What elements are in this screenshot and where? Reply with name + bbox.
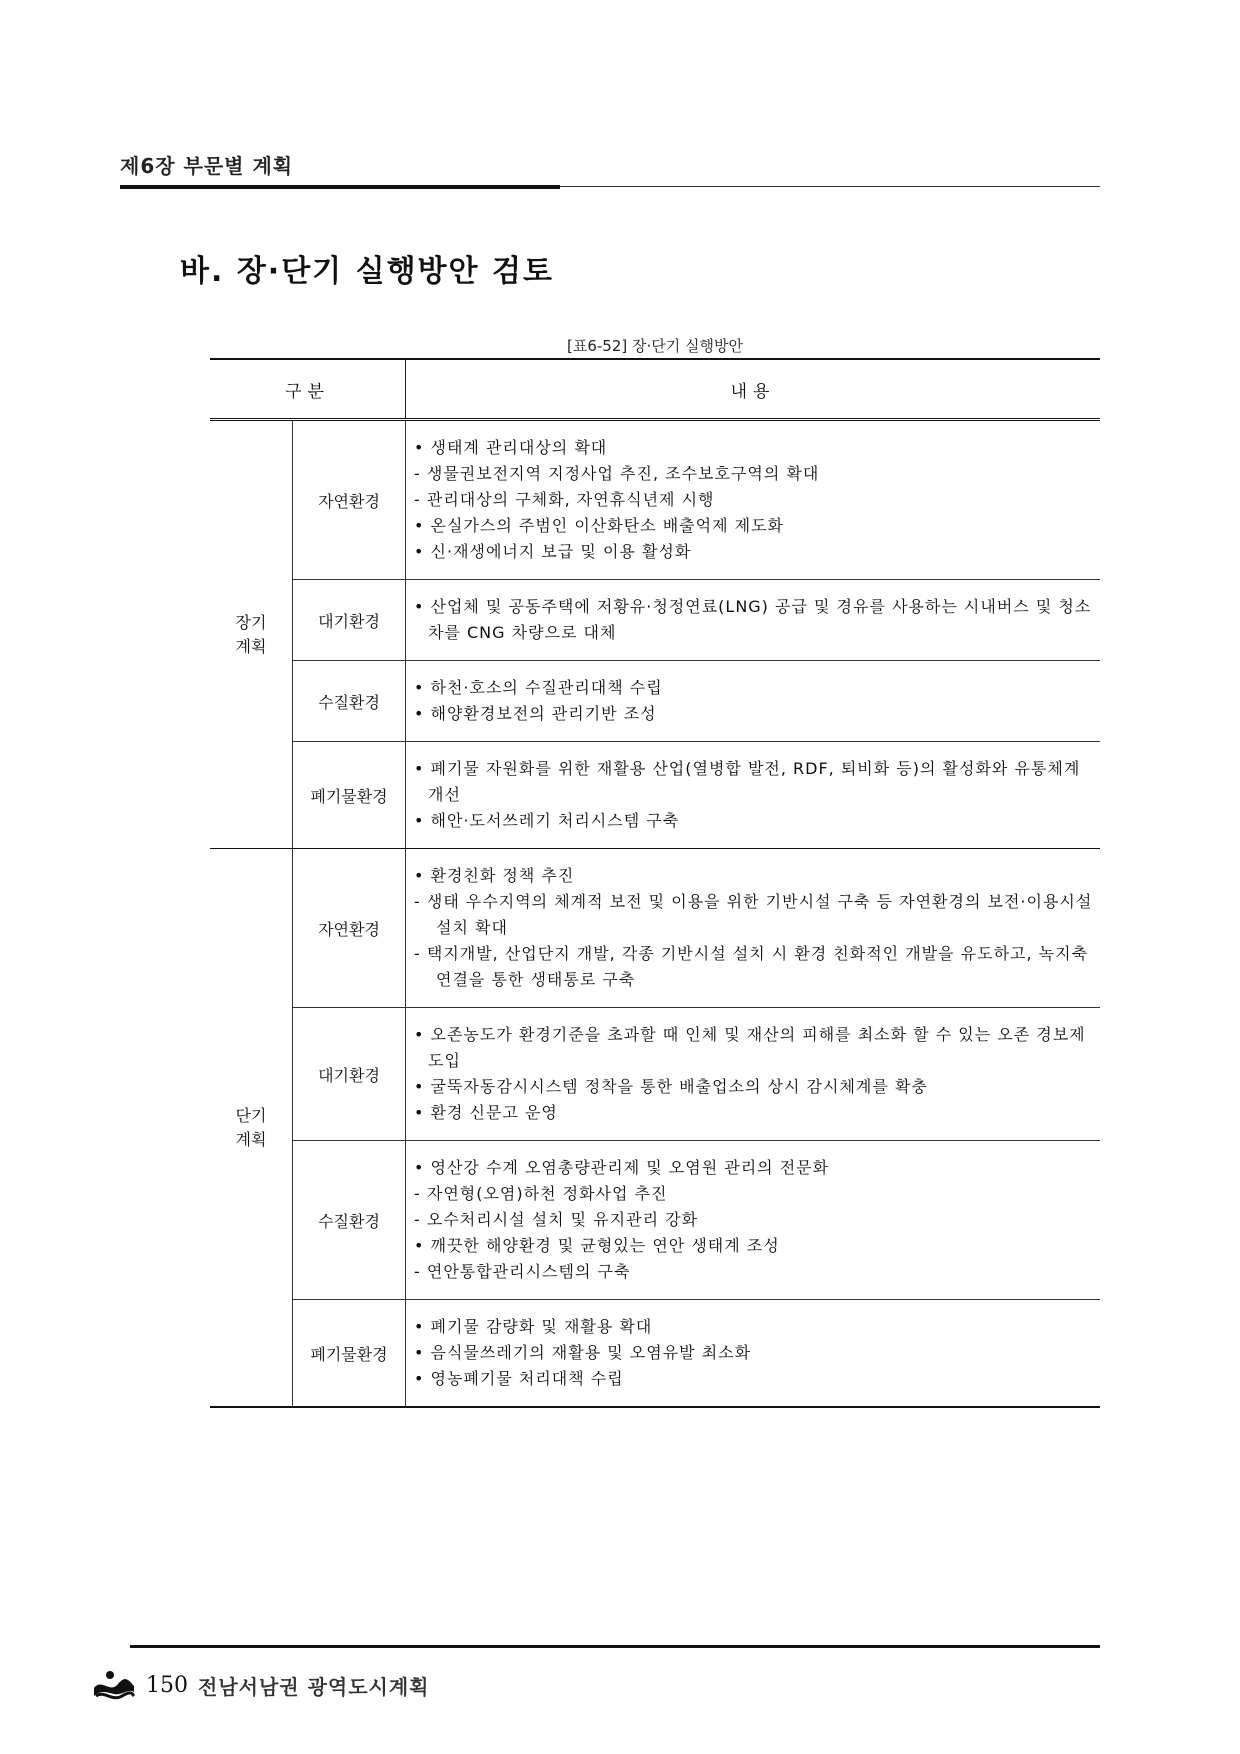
table-row <box>210 849 1100 1008</box>
group-label-line: 계획 <box>235 1129 267 1149</box>
content-cell <box>406 580 1101 661</box>
plan-table <box>210 358 1100 1408</box>
bullet-item: • 오존농도가 환경기준을 초과할 때 인체 및 재산의 피해를 최소화 할 수 있는 오존 경보제 도입 <box>414 1025 1086 1070</box>
table-row <box>210 420 1100 580</box>
sub-item: - 생물권보전지역 지정사업 추진, 조수보호구역의 확대 <box>414 464 820 483</box>
bullet-item: • 폐기물 감량화 및 재활용 확대 <box>414 1317 653 1336</box>
bullet-item: • 온실가스의 주범인 이산화탄소 배출억제 제도화 <box>414 516 784 535</box>
sub-item: - 생태 우수지역의 체계적 보전 및 이용을 위한 기반시설 구축 등 자연환경의 보전·이용시설 설치 확대 <box>414 892 1093 937</box>
sub-item: - 오수처리시설 설치 및 유지관리 강화 <box>414 1210 699 1229</box>
content-cell <box>406 420 1101 580</box>
category-cell: 대기환경 <box>293 580 406 661</box>
table-row <box>210 1300 1100 1408</box>
table-row <box>210 661 1100 742</box>
page-number: 150 <box>146 1672 188 1698</box>
bullet-item: • 영산강 수계 오염총량관리제 및 오염원 관리의 전문화 <box>414 1158 830 1177</box>
section-title: 바. 장·단기 실행방안 검토 <box>180 254 554 289</box>
table-row <box>210 1141 1100 1300</box>
table-row <box>210 580 1100 661</box>
bullet-item: • 하천·호소의 수질관리대책 수립 <box>414 678 663 697</box>
bullet-item: • 해양환경보전의 관리기반 조성 <box>414 704 657 723</box>
category-cell: 자연환경 <box>293 420 406 580</box>
sub-item: - 관리대상의 구체화, 자연휴식년제 시행 <box>414 490 715 509</box>
header-rule <box>120 185 560 189</box>
group-label-line: 장기 <box>235 612 267 632</box>
column-header-content: 내용 <box>406 359 1101 420</box>
table-row <box>210 1008 1100 1141</box>
header-rule-thin <box>560 186 1100 187</box>
page-footer <box>92 1668 429 1702</box>
group-label <box>210 849 293 1408</box>
category-cell: 폐기물환경 <box>293 1300 406 1408</box>
bullet-item: • 폐기물 자원화를 위한 재활용 산업(열병합 발전, RDF, 퇴비화 등)의 활성화와 유통체계 개선 <box>414 759 1081 804</box>
category-cell: 수질환경 <box>293 661 406 742</box>
column-header-category: 구분 <box>210 359 406 420</box>
table-row <box>210 742 1100 849</box>
bullet-item: • 환경친화 정책 추진 <box>414 866 575 885</box>
group-label-line: 계획 <box>235 636 267 656</box>
bullet-item: • 음식물쓰레기의 재활용 및 오염유발 최소화 <box>414 1343 752 1362</box>
table-caption: [표6-52] 장·단기 실행방안 <box>567 337 743 355</box>
content-cell <box>406 742 1101 849</box>
bullet-item: • 깨끗한 해양환경 및 균형있는 연안 생태계 조성 <box>414 1236 780 1255</box>
content-cell <box>406 661 1101 742</box>
category-cell: 폐기물환경 <box>293 742 406 849</box>
sub-item: - 연안통합관리시스템의 구축 <box>414 1262 631 1281</box>
table-body <box>210 420 1100 1408</box>
sub-item: - 자연형(오염)하천 정화사업 추진 <box>414 1184 668 1203</box>
bullet-item: • 해안·도서쓰레기 처리시스템 구축 <box>414 811 680 830</box>
table-header-row <box>210 359 1100 420</box>
content-cell <box>406 1008 1101 1141</box>
bullet-item: • 환경 신문고 운영 <box>414 1103 558 1122</box>
content-cell <box>406 1300 1101 1408</box>
bullet-item: • 영농폐기물 처리대책 수립 <box>414 1369 624 1388</box>
content-cell <box>406 849 1101 1008</box>
wave-logo-icon <box>92 1668 136 1702</box>
group-label-line: 단기 <box>235 1105 267 1125</box>
bullet-item: • 생태계 관리대상의 확대 <box>414 438 608 457</box>
bullet-item: • 굴뚝자동감시시스템 정착을 통한 배출업소의 상시 감시체계를 확충 <box>414 1077 928 1096</box>
bullet-item: • 산업체 및 공동주택에 저황유·청정연료(LNG) 공급 및 경유를 사용하는 시내버스 및 청소차를 CNG 차량으로 대체 <box>414 597 1092 642</box>
category-cell: 수질환경 <box>293 1141 406 1300</box>
category-cell: 대기환경 <box>293 1008 406 1141</box>
sub-item: - 택지개발, 산업단지 개발, 각종 기반시설 설치 시 환경 친화적인 개발을 유도하고, 녹지축 연결을 통한 생태통로 구축 <box>414 944 1089 989</box>
footer-title: 전남서남권 광역도시계획 <box>198 1674 430 1699</box>
group-label <box>210 420 293 849</box>
bullet-item: • 신·재생에너지 보급 및 이용 활성화 <box>414 542 692 561</box>
footer-rule <box>130 1645 1100 1648</box>
content-cell <box>406 1141 1101 1300</box>
chapter-header: 제6장 부문별 계획 <box>120 154 294 178</box>
category-cell: 자연환경 <box>293 849 406 1008</box>
